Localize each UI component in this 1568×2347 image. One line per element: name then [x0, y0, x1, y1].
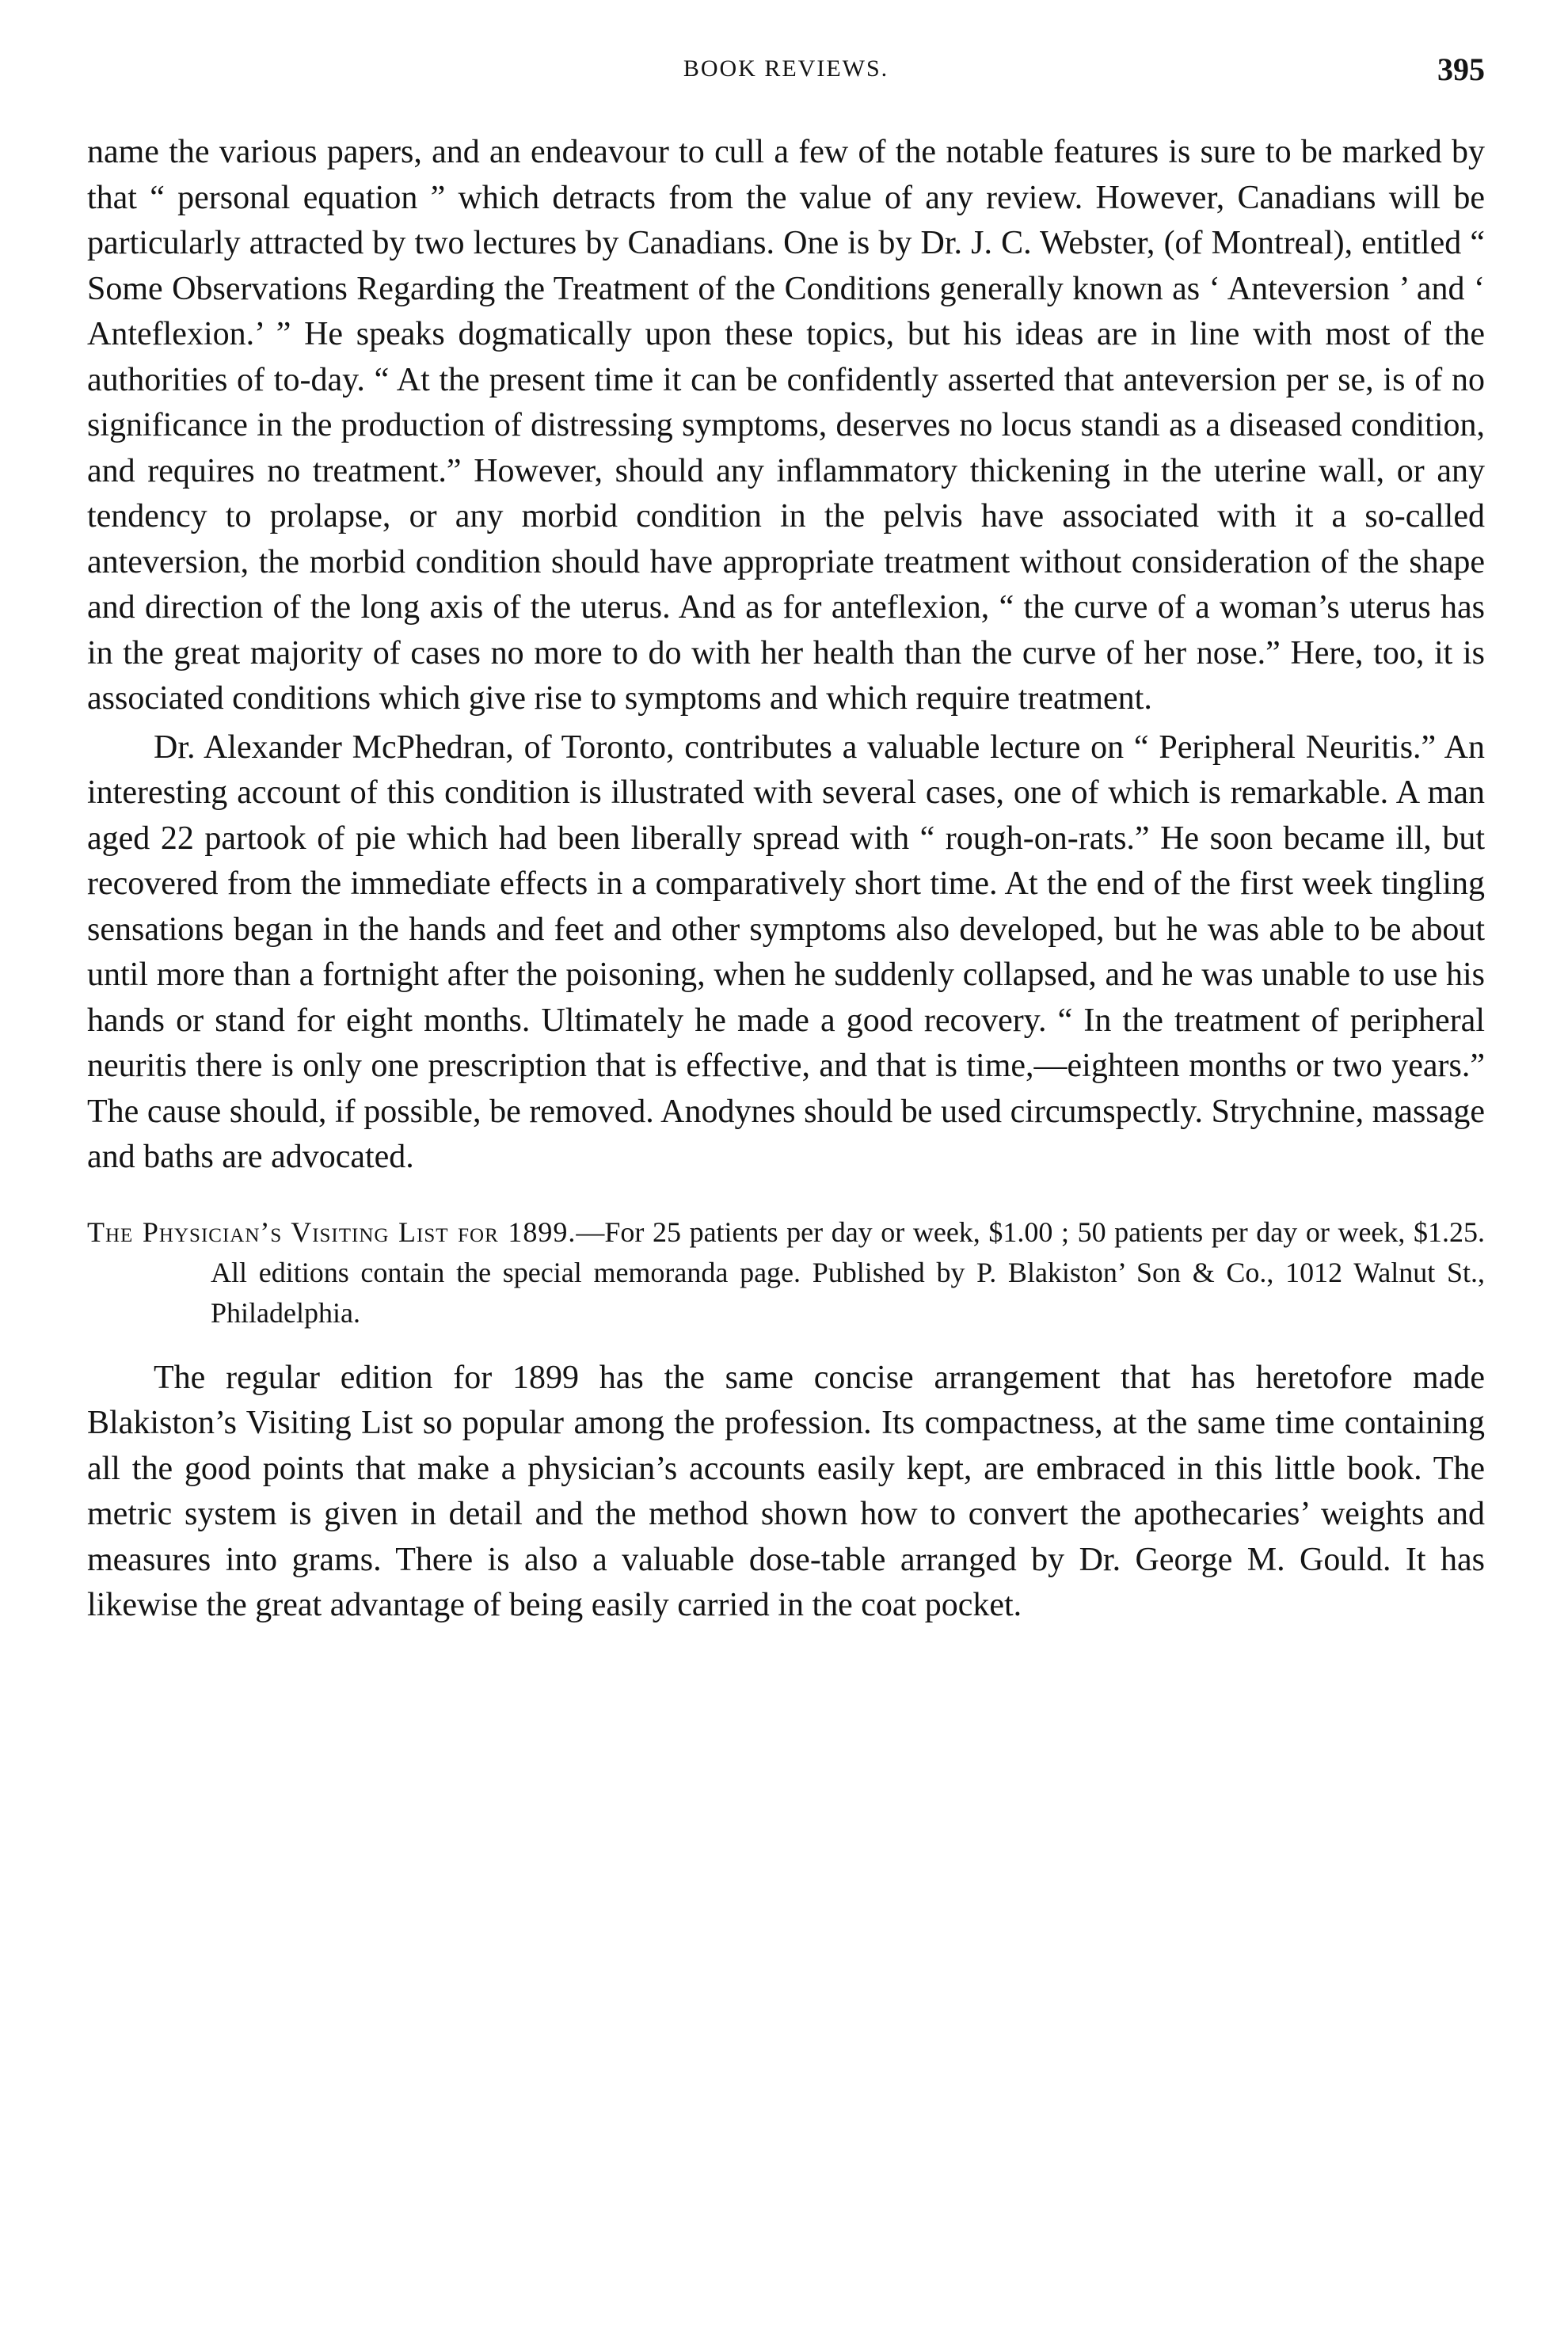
- book-notice: [87, 1212, 1485, 1333]
- paragraph-webster-lecture: name the various papers, and an endeavour to cull a few of the notable features is sure to be marked by that “ personal equation ” which detracts from the value of any review. However, Canadians will be particularly attracted by two lectures by Canadians. One is by Dr. J. C. Webster, (of Montreal), entitled “ Some Observations Regarding the Treatment of the Conditions generally known as ‘ Anteversion ’ and ‘ Anteflexion.’ ” He speaks dogmatically upon these topics, but his ideas are in line with most of the authorities of to-day. “ At the present time it can be confidently asserted that anteversion per se, is of no significance in the production of distressing symptoms, deserves no locus standi as a diseased condition, and requires no treatment.” However, should any inflammatory thickening in the uterine wall, or any tendency to prolapse, or any morbid condition in the pelvis have associated with it a so-called anteversion, the morbid condition should have appropriate treatment without consideration of the shape and direction of the long axis of the uterus. And as for anteflexion, “ the curve of a woman’s uterus has in the great majority of cases no more to do with her health than the curve of her nose.” Here, too, it is associated conditions which give rise to symptoms and which require treatment.: [87, 134, 1485, 717]
- paragraph-mcphedran-lecture: Dr. Alexander McPhedran, of Toronto, contributes a valuable lecture on “ Peripheral Neuritis.” An interesting account of this condition is illustrated with several cases, one of which is remarkable. A man aged 22 partook of pie which had been liberally spread with “ rough-on-rats.” He soon became ill, but recovered from the immediate effects in a comparatively short time. At the end of the first week tingling sensations began in the hands and feet and other symptoms also developed, but he was able to be about until more than a fortnight after the poisoning, when he suddenly collapsed, and he was unable to use his hands or stand for eight months. Ultimately he made a good recovery. “ In the treatment of peripheral neuritis there is only one prescription that is effective, and that is time,—eighteen months or two years.” The cause should, if possible, be removed. Anodynes should be used circumspectly. Strychnine, massage and baths are advocated.: [87, 728, 1485, 1175]
- running-title: BOOK REVIEWS.: [683, 55, 889, 82]
- running-head: [87, 48, 1485, 95]
- paragraph-visiting-list-review: The regular edition for 1899 has the same concise arrangement that has heretofore made Blakiston’s Visiting List so popular among the profession. Its compactness, at the same time containing all the good points that make a physician’s accounts easily kept, are embraced in this little book. The metric system is given in detail and the method shown how to convert the apothecaries’ weights and measures into grams. There is also a valuable dose-table arranged by Dr. George M. Gould. It has likewise the great advantage of being easily carried in the coat pocket.: [87, 1359, 1485, 1623]
- book-notice-details: —For 25 patients per day or week, $1.00 ; 50 patients per day or week, $1.25. All editions contain the special memoranda page. Published by P. Blakiston’ Son & Co., 1012 Walnut St., Philadelphia.: [211, 1215, 1486, 1329]
- page: [87, 48, 1485, 1629]
- page-number: 395: [1437, 51, 1485, 87]
- book-notice-title: The Physician’s Visiting List for 1899.: [87, 1215, 577, 1248]
